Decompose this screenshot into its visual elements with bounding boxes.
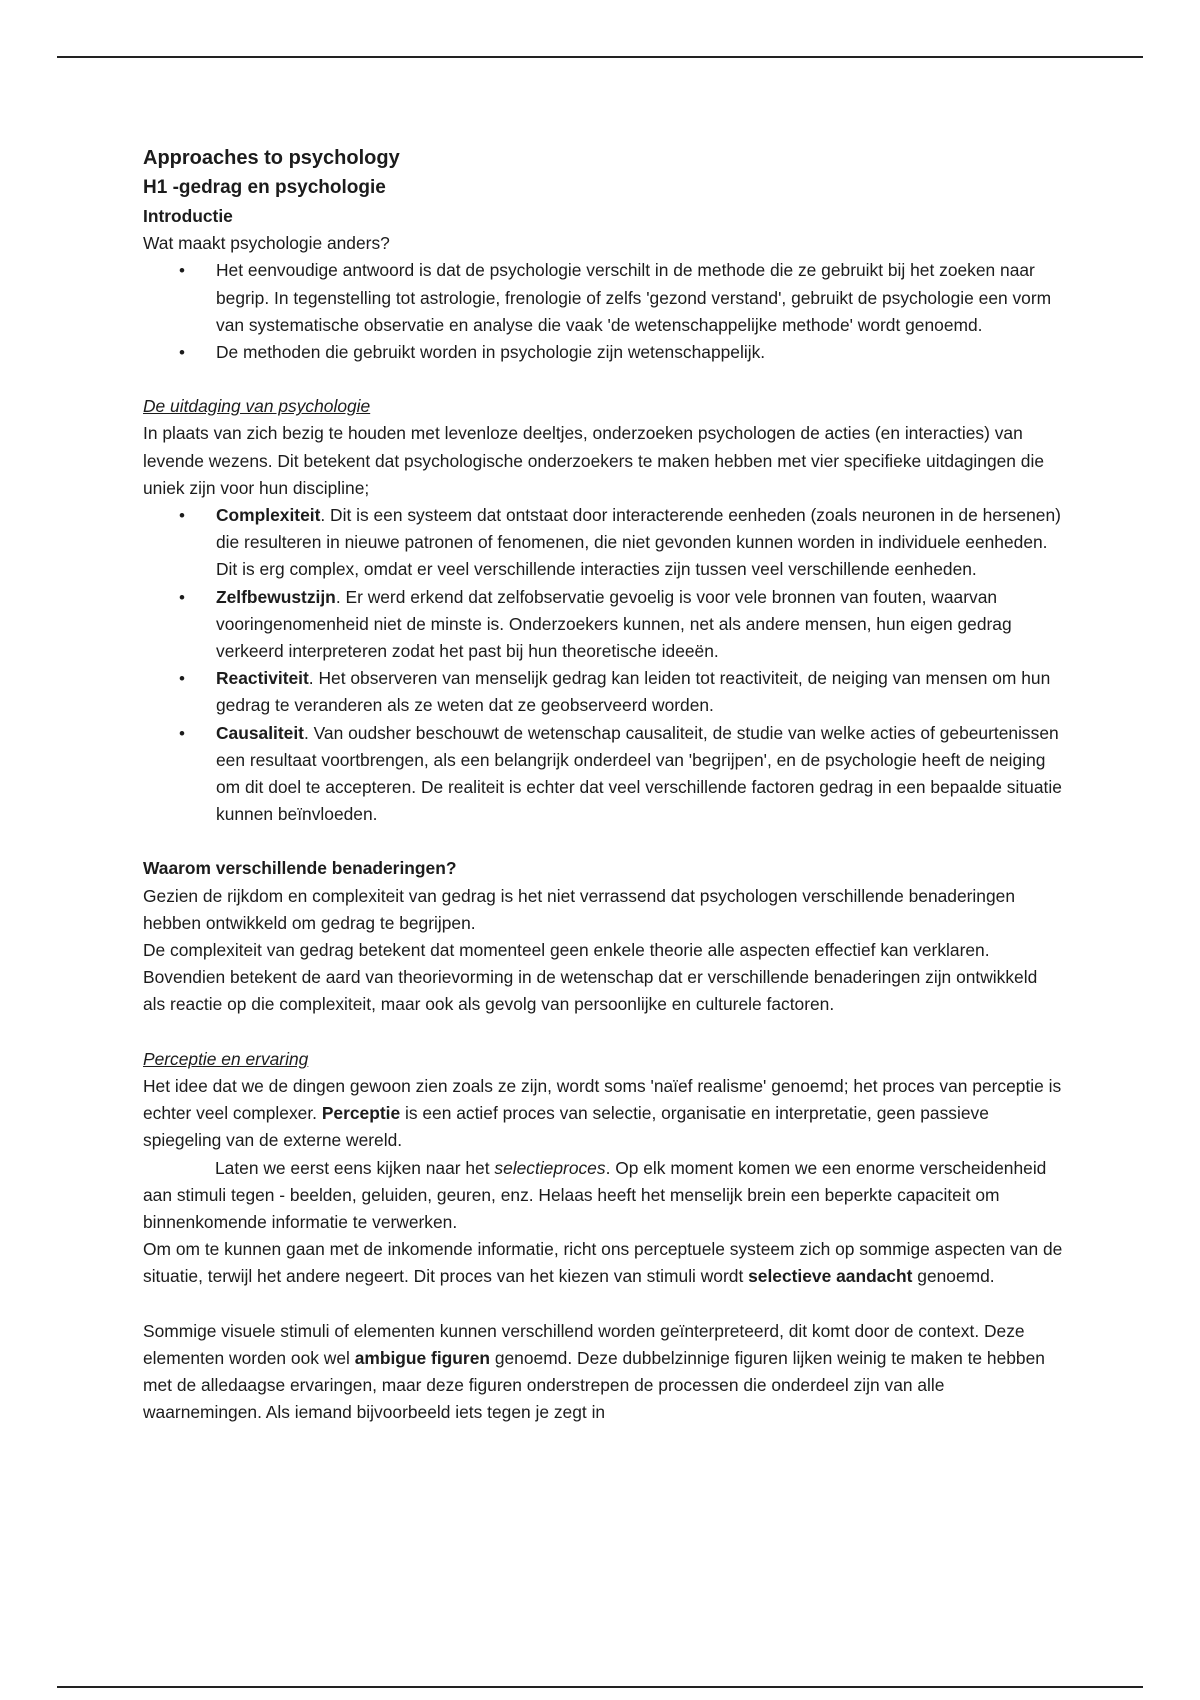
challenge-text: . Er werd erkend dat zelfobservatie gevoelig is voor vele bronnen van fouten, waarvan vooringenomenheid niet de minste is. Onderzoekers kunnen, net als andere mensen, hun eigen gedrag verkeerd interpreteren zodat het past bij hun theoretische ideeën. (216, 586, 1012, 662)
challenge-term: Reactiviteit (216, 668, 309, 689)
perception-paragraph-4: Sommige visuele stimuli of elementen kunnen verschillend worden geïnterpreteerd, dit komt door de context. Deze elementen worden ook wel ambigue figuren genoemd. Deze dubbelzinnige figuren lijken weinig te maken te hebben met de alledaagse ervaringen, maar deze figuren onderstrepen de processen die onderdeel zijn van alle waarnemingen. Als iemand bijvoorbeeld iets tegen je zegt in (143, 1320, 1045, 1423)
term-selectieve-aandacht: selectieve aandacht (748, 1266, 913, 1287)
perception-heading: Perceptie en ervaring (143, 1048, 309, 1069)
challenge-term: Complexiteit (216, 505, 321, 526)
intro-bullet: • Het eenvoudige antwoord is dat de psychologie verschilt in de methode die ze gebruikt bij het zoeken naar begrip. In tegenstelling tot astrologie, frenologie of zelfs 'gezond verstand', gebruikt de psychologie een vorm van systematische observatie en analyse die vaak 'de wetenschappelijke methode' wordt genoemd. (143, 257, 1063, 339)
challenge-item-causaliteit (143, 720, 1063, 829)
challenge-term: Zelfbewustzijn (216, 586, 336, 607)
bottom-rule (57, 1686, 1143, 1688)
chapter-heading: H1 -gedrag en psychologie (143, 177, 386, 198)
approaches-paragraph-2: De complexiteit van gedrag betekent dat momenteel geen enkele theorie alle aspecten effectief kan verklaren. Bovendien betekent de aard van theorievorming in de wetenschap dat er verschillende benaderingen zijn ontwikkeld als reactie op die complexiteit, maar ook als gevolg van persoonlijke en culturele factoren. (143, 940, 1038, 1015)
challenge-item-zelfbewustzijn (143, 584, 1063, 666)
challenge-text: . Van oudsher beschouwt de wetenschap causaliteit, de studie van welke acties of gebeurtenissen een resultaat voortbrengen, als een belangrijk onderdeel van 'begrijpen', en de psychologie heeft de neiging om dit doel te accepteren. De realiteit is echter dat veel verschillende factoren gedrag in een bepaalde situatie kunnen beïnvloeden. (216, 722, 1062, 825)
intro-heading: Introductie (143, 206, 233, 226)
intro-bullet-list (143, 257, 1063, 366)
challenge-item-complexiteit (143, 502, 1063, 584)
challenge-term: Causaliteit (216, 722, 304, 743)
term-ambigue-figuren: ambigue figuren (354, 1347, 490, 1368)
challenge-paragraph: In plaats van zich bezig te houden met levenloze deeltjes, onderzoeken psychologen de acties (en interacties) van levende wezens. Dit betekent dat psychologische onderzoekers te maken hebben met vier specifieke uitdagingen die uniek zijn voor hun discipline; (143, 423, 1045, 498)
perception-paragraph-2: Laten we eerst eens kijken naar het selectieproces. Op elk moment komen we een enorme verscheidenheid aan stimuli tegen - beelden, geluiden, geuren, enz. Helaas heeft het menselijk brein een beperkte capaciteit om binnenkomende informatie te verwerken. (143, 1157, 1047, 1232)
perception-paragraph-1: Het idee dat we de dingen gewoon zien zoals ze zijn, wordt soms 'naïef realisme' genoemd; het proces van perceptie is echter veel complexer. Perceptie is een actief proces van selectie, organisatie en interpretatie, geen passieve spiegeling van de externe wereld. (143, 1075, 1062, 1151)
approaches-heading: Waarom verschillende benaderingen? (143, 858, 457, 879)
challenge-heading: De uitdaging van psychologie (143, 396, 371, 417)
challenge-bullet-list (143, 502, 1063, 828)
term-selectieproces: selectieproces (494, 1157, 606, 1178)
term-perceptie: Perceptie (321, 1103, 401, 1124)
approaches-paragraph-1: Gezien de rijkdom en complexiteit van gedrag is het niet verrassend dat psychologen verschillende benaderingen hebben ontwikkeld om gedrag te begrijpen. (143, 885, 1015, 933)
challenge-text: . Dit is een systeem dat ontstaat door interacterende eenheden (zoals neuronen in de hersenen) die resulteren in nieuwe patronen of fenomenen, die niet gevonden kunnen worden in individuele eenheden. Dit is erg complex, omdat er veel verschillende interacties zijn tussen veel verschillende eenheden. (216, 505, 1061, 580)
intro-bullet: • De methoden die gebruikt worden in psychologie zijn wetenschappelijk. (143, 339, 1063, 366)
document-title: Approaches to psychology (143, 147, 400, 169)
challenge-item-reactiviteit (143, 665, 1063, 719)
document-body (143, 143, 1063, 1426)
perception-paragraph-3: Om om te kunnen gaan met de inkomende informatie, richt ons perceptuele systeem zich op sommige aspecten van de situatie, terwijl het andere negeert. Dit proces van het kiezen van stimuli wordt selectieve aandacht genoemd. (143, 1239, 1063, 1287)
challenge-text: . Het observeren van menselijk gedrag kan leiden tot reactiviteit, de neiging van mensen om hun gedrag te veranderen als ze weten dat ze geobserveerd worden. (216, 668, 1051, 716)
intro-question: Wat maakt psychologie anders? (143, 233, 390, 254)
top-rule (57, 56, 1143, 58)
